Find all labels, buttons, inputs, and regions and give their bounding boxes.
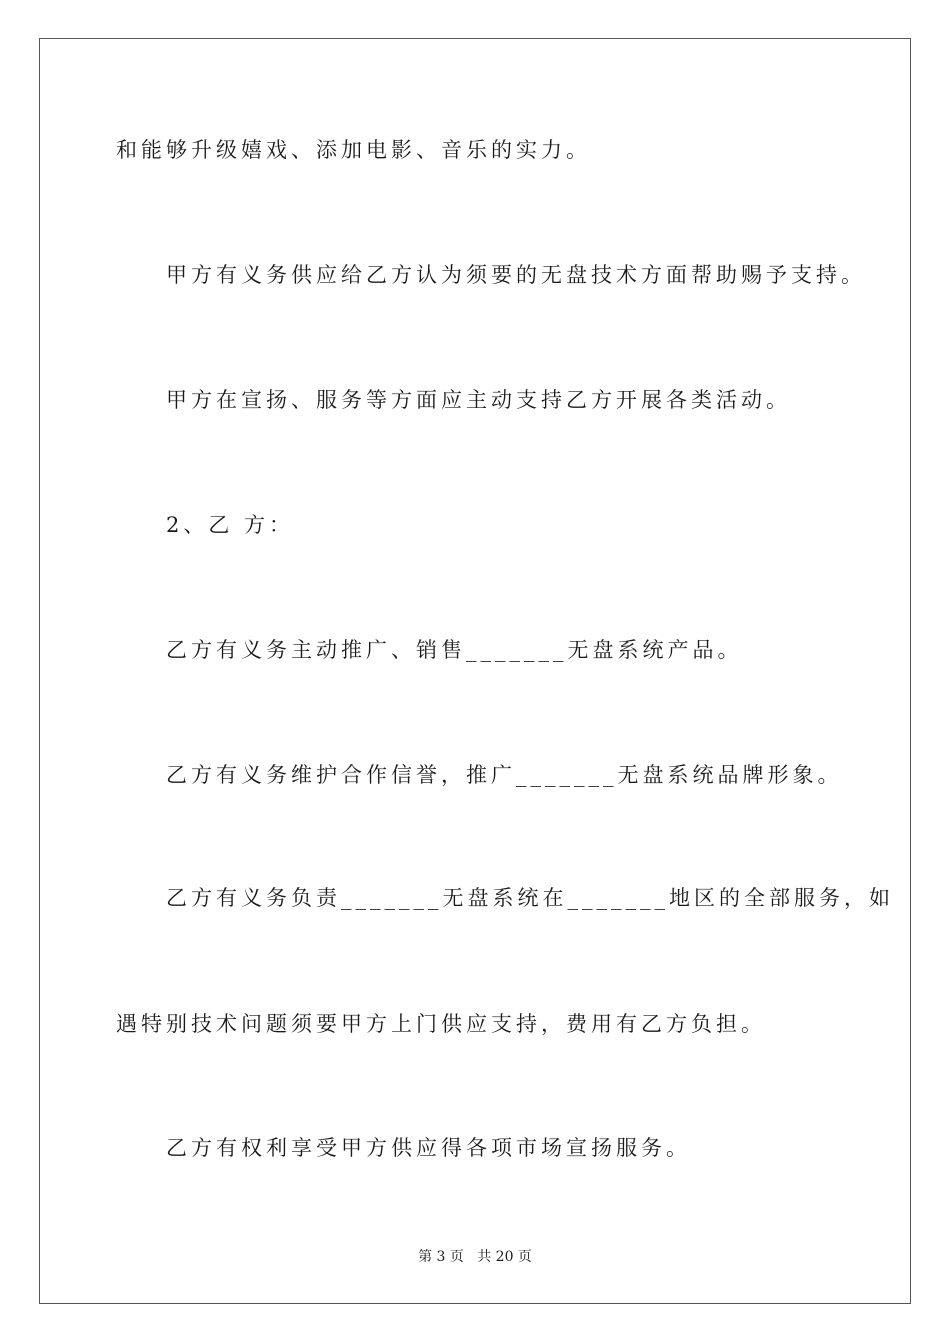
text-line-3: 甲方在宣扬、服务等方面应主动支持乙方开展各类活动。 <box>166 388 791 412</box>
text-line-9: 乙方有权利享受甲方供应得各项市场宣扬服务。 <box>166 1136 691 1160</box>
text-line-5: 乙方有义务主动推广、销售_______无盘系统产品。 <box>166 638 743 662</box>
text-line-8: 遇特别技术问题须要甲方上门供应支持，费用有乙方负担。 <box>116 1012 766 1036</box>
text-line-6: 乙方有义务维护合作信誉，推广_______无盘系统品牌形象。 <box>166 763 843 787</box>
section-heading-party-b: 2、乙 方： <box>166 513 295 537</box>
text-line-2: 甲方有义务供应给乙方认为须要的无盘技术方面帮助赐予支持。 <box>166 263 866 287</box>
text-line-7: 乙方有义务负责_______无盘系统在_______地区的全部服务，如 <box>166 886 894 910</box>
text-line-1: 和能够升级嬉戏、添加电影、音乐的实力。 <box>116 138 591 162</box>
page-number-footer: 第 3 页 共 20 页 <box>418 1249 532 1265</box>
page-frame <box>39 38 911 1304</box>
